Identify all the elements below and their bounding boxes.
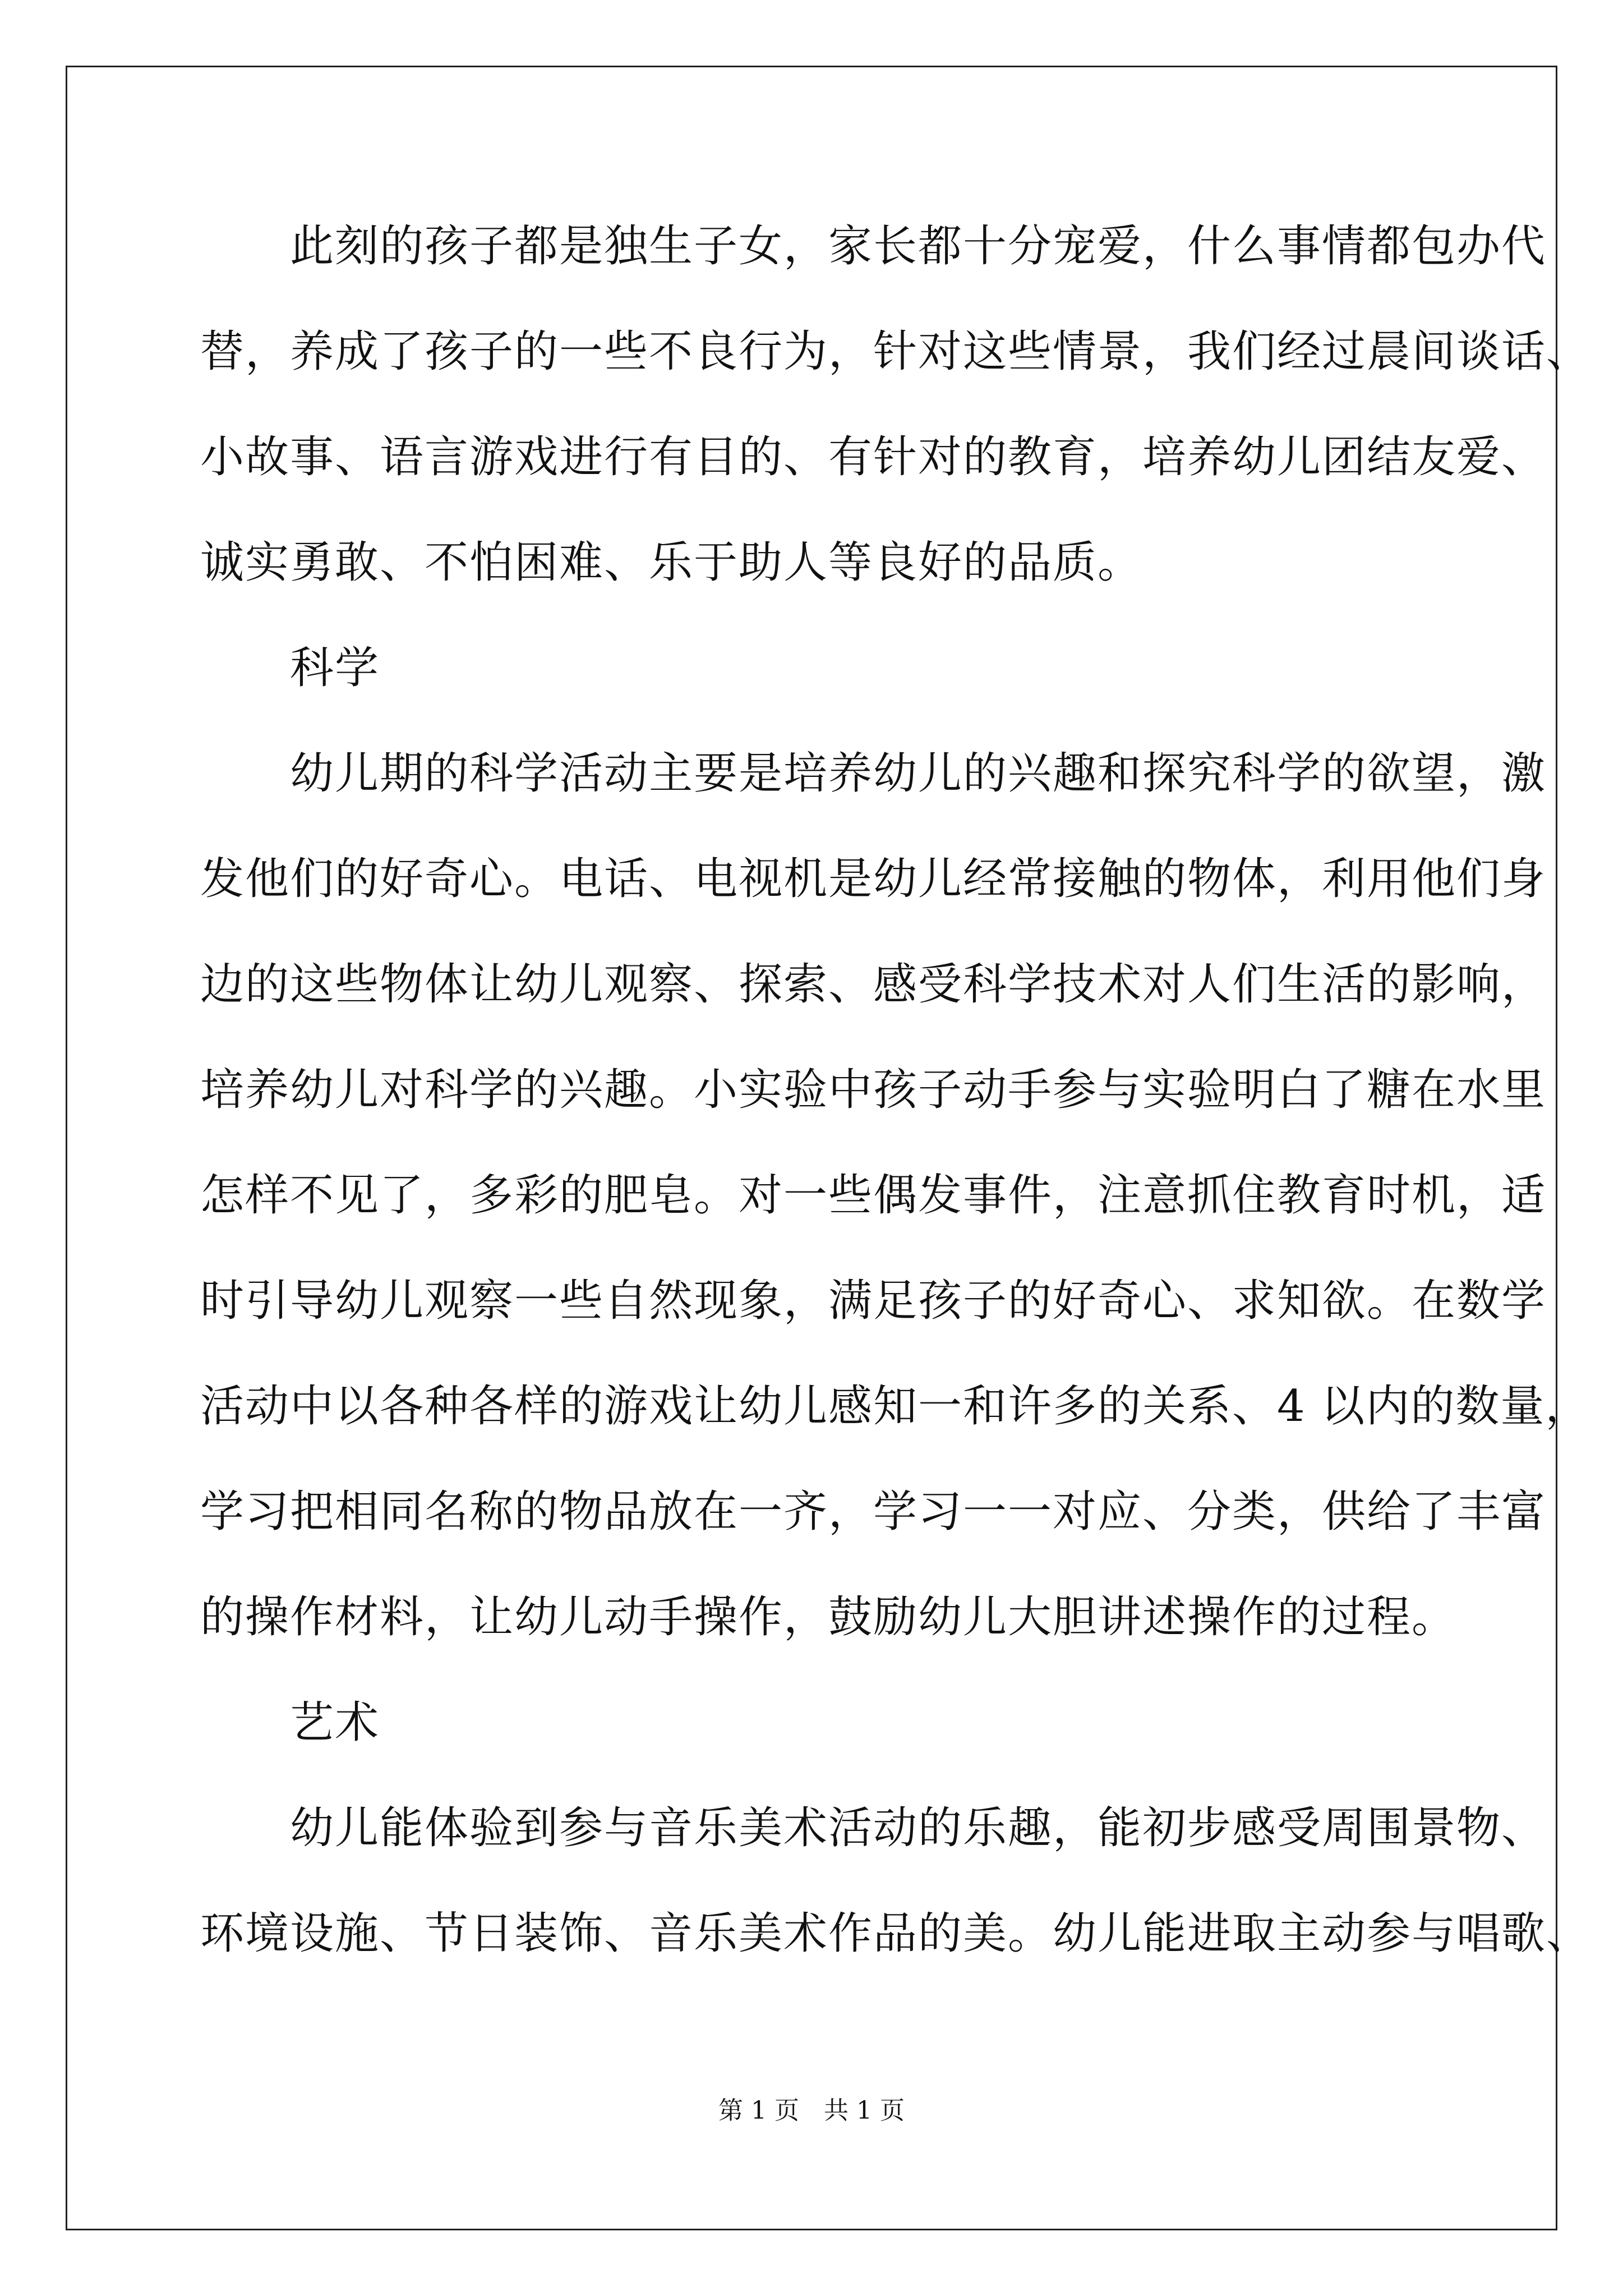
text-line: 边的这些物体让幼儿观察、探索、感受科学技术对人们生活的影响， — [200, 959, 1547, 1010]
text-line: 培养幼儿对科学的兴趣。小实验中孩子动手参与实验明白了糖在水里 — [200, 1065, 1547, 1115]
text-line: 时引导幼儿观察一些自然现象，满足孩子的好奇心、求知欲。在数学 — [200, 1276, 1547, 1326]
text-line: 小故事、语言游戏进行有目的、有针对的教育，培养幼儿团结友爱、 — [200, 432, 1547, 482]
text-line: 发他们的好奇心。电话、电视机是幼儿经常接触的物体，利用他们身 — [200, 854, 1547, 904]
text-line: 诚实勇敢、不怕困难、乐于助人等良好的品质。 — [200, 537, 1143, 588]
text-line: 艺术 — [200, 1697, 380, 1748]
text-line: 幼儿能体验到参与音乐美术活动的乐趣，能初步感受周围景物、 — [200, 1803, 1547, 1853]
text-line: 幼儿期的科学活动主要是培养幼儿的兴趣和探究科学的欲望，激 — [200, 748, 1547, 799]
text-line: 的操作材料，让幼儿动手操作，鼓励幼儿大胆讲述操作的过程。 — [200, 1592, 1457, 1642]
page-border — [66, 66, 1592, 2230]
text-line: 怎样不见了，多彩的肥皂。对一些偶发事件，注意抓住教育时机，适 — [200, 1170, 1547, 1221]
page-footer: 第 1 页 共 1 页 — [718, 2096, 905, 2125]
text-line: 活动中以各种各样的游戏让幼儿感知一和许多的关系、4 以内的数量， — [200, 1381, 1590, 1432]
text-line: 此刻的孩子都是独生子女，家长都十分宠爱，什么事情都包办代 — [200, 221, 1547, 272]
text-line: 替，养成了孩子的一些不良行为，针对这些情景，我们经过晨间谈话、 — [200, 326, 1592, 377]
text-line: 学习把相同名称的物品放在一齐，学习一一对应、分类，供给了丰富 — [200, 1487, 1547, 1537]
text-line: 环境设施、节日装饰、音乐美术作品的美。幼儿能进取主动参与唱歌、 — [200, 1908, 1592, 1959]
text-line: 科学 — [200, 643, 380, 693]
